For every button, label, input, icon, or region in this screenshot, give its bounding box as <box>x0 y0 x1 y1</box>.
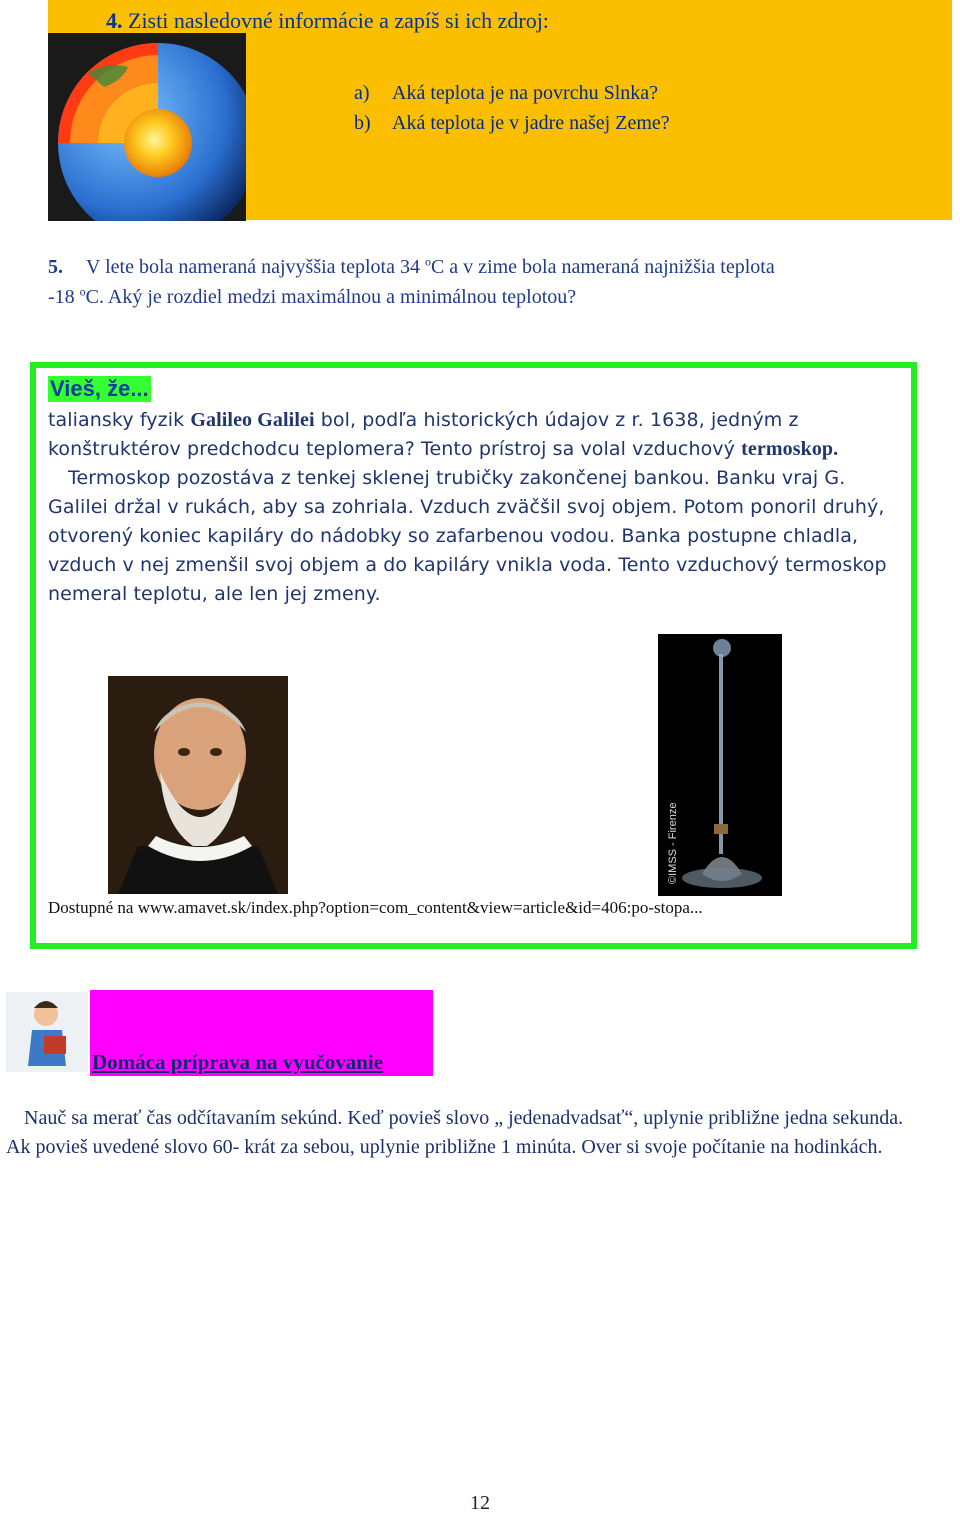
homework-banner <box>90 990 433 1076</box>
question-b: b) Aká teplota je v jadre našej Zeme? <box>354 112 670 134</box>
did-you-know-heading: Vieš, že... <box>50 376 149 401</box>
task5-line1: 5. V lete bola nameraná najvyššia teplota 34 $^o$C a v zime bola nameraná najnižšia teplota <box>48 252 948 282</box>
did-you-know-text <box>48 406 898 609</box>
thermoscope-image <box>658 634 782 896</box>
task5-number: 5. <box>48 256 63 278</box>
task4-box <box>48 0 952 220</box>
dyk-paragraph-2: Termoskop pozostáva z tenkej sklenej trubičky zakončenej bankou. Banku vraj G. Galilei držal v rukách, aby sa zohriala. Vzduch zväčšil svoj objem. Potom ponoril druhý, otvorený koniec kapiláry do nádobky so zafarbenou vodou. Banka postupne chladla, vzduch v nej zmenšil svoj objem a do kapiláry vnikla voda. Tento vzduchový termoskop nemeral teplotu, ale len jej zmeny. <box>48 467 887 605</box>
page-number: 12 <box>470 1492 490 1514</box>
galileo-portrait-image <box>108 676 288 894</box>
task5 <box>48 252 948 312</box>
dyk-paragraph-1: taliansky fyzik Galileo Galilei bol, podľa historických údajov z r. 1638, jedným z konštruktérov predchodcu teplomera? Tento prístroj sa volal vzduchový termoskop. <box>48 409 839 460</box>
student-icon <box>6 992 88 1072</box>
earth-cross-section-image <box>48 33 246 221</box>
thermoscope-watermark: ©IMSS - Firenze <box>667 802 679 884</box>
task4-title-text: Zisti nasledovné informácie a zapíš si ich zdroj: <box>128 8 549 33</box>
homework-text: Nauč sa merať čas odčítavaním sekúnd. Keď povieš slovo „ jedenadvadsať“, uplynie približne jedna sekunda. Ak povieš uvedené slovo 60- krát za sebou, uplynie približne 1 minúta. Over si svoje počítanie na hodinkách. <box>6 1107 904 1158</box>
task5-line2: -18 $^o$C. Aký je rozdiel medzi maximálnou a minimálnou teplotou? <box>48 284 577 308</box>
source-citation: Dostupné na www.amavet.sk/index.php?option=com_content&view=article&id=406:po-stopa... <box>48 898 703 917</box>
task4-questions <box>354 78 670 138</box>
task4-title <box>106 8 549 34</box>
question-a: a) Aká teplota je na povrchu Slnka? <box>354 82 659 104</box>
homework-title: Domáca príprava na vyučovanie <box>92 1050 384 1074</box>
task4-number: 4. <box>106 8 123 33</box>
did-you-know-box <box>30 362 917 949</box>
